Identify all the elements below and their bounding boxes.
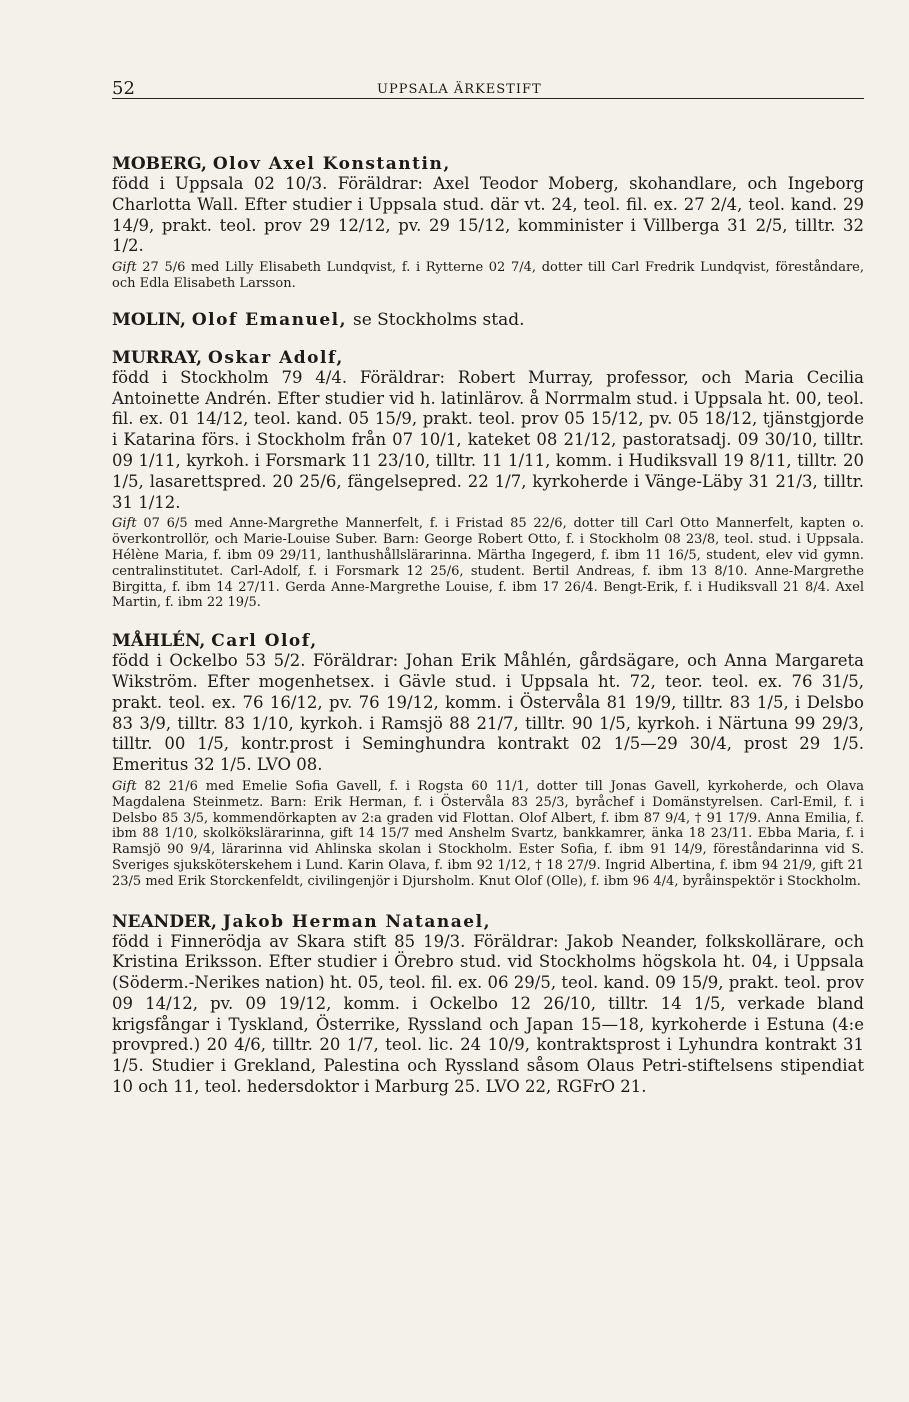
entry-cross-reference: se Stockholms stad. (352, 309, 525, 330)
entry-family (112, 516, 864, 611)
family-label: Gift (112, 516, 137, 532)
entry-mahlen (112, 631, 864, 889)
entry-name (112, 154, 864, 174)
entry-biography: född i Ockelbo 53 5/2. Föräldrar: Johan Erik Måhlén, gårdsägare, och Anna Margareta Wikström. Efter mogenhetsex. i Gävle stud. i Uppsala ht. 72, teor. teol. ex. 76 31/5, prakt. teol. ex. 76 16/12, pv. 76 19/12, komm. i Östervåla 81 19/9, tilltr. 83 1/5, i Delsbo 83 3/9, tilltr. 83 1/10, kyrkoh. i Ramsjö 88 21/7, tilltr. 90 1/5, kyrkoh. i Närtuna 99 29/3, tilltr. 00 1/5, kontr.prost i Seminghundra kontrakt 02 1/5—29 30/4, prost 29 1/5. Emeritus 32 1/5. LVO 08. (112, 651, 864, 775)
page-number: 52 (112, 78, 135, 99)
entry-given-names: Olov Axel Konstantin, (212, 154, 451, 174)
entry-murray (112, 348, 864, 611)
family-label: Gift (112, 260, 137, 276)
entry-given-names: Jakob Herman Natanael, (222, 911, 491, 932)
entry-name (112, 631, 864, 651)
page-header (112, 74, 864, 99)
entry-neander (112, 912, 864, 1098)
entry-name (112, 348, 864, 368)
entry-name (112, 912, 864, 932)
entry-given-names: Carl Olof, (211, 631, 318, 652)
entry-biography: född i Uppsala 02 10/3. Föräldrar: Axel Teodor Moberg, skohandlare, och Ingeborg Charlotta Wall. Efter studier i Uppsala stud. där vt. 24, teol. fil. ex. 27 2/4, teol. kand. 29 14/9, prakt. teol. prov 29 12/12, pv. 29 15/12, komminister i Villberga 31 2/5, tilltr. 32 1/2. (112, 174, 864, 256)
family-text: 27 5/6 med Lilly Elisabeth Lundqvist, f. i Rytterne 02 7/4, dotter till Carl Fredrik Lundqvist, föreståndare, och Edla Elisabeth Larsson. (112, 260, 864, 291)
family-label: Gift (112, 778, 137, 794)
entry-surname: MÅHLÉN, (112, 631, 206, 652)
entry-moberg (112, 154, 864, 292)
family-text: 07 6/5 med Anne-Margrethe Mannerfelt, f. i Fristad 85 22/6, dotter till Carl Otto Mannerfelt, kapten o. överkontrollör, och Marie-Louise Suber. Barn: George Robert Otto, f. i Stockholm 08 23/8, teol. stud. i Uppsala. Hélène Maria, f. ibm 09 29/11, lanthushållslärarinna. Märtha Ingegerd, f. ibm 11 16/5, student, elev vid gymn. centralinstitutet. Carl-Adolf, f. i Forsmark 12 25/6, student. Bertil Andreas, f. ibm 13 8/10. Anne-Margrethe Birgitta, f. ibm 14 27/11. Gerda Anne-Margrethe Louise, f. ibm 17 26/4. Bengt-Erik, f. i Hudiksvall 21 8/4. Axel Martin, f. ibm 22 19/5. (112, 516, 864, 611)
family-text: 82 21/6 med Emelie Sofia Gavell, f. i Rogsta 60 11/1, dotter till Jonas Gavell, kyrkoherde, och Olava Magdalena Steinmetz. Barn: Erik Herman, f. i Östervåla 83 25/3, byråchef i Domänstyrelsen. Carl-Emil, f. i Delsbo 85 3/5, kommendörkapten av 2:a graden vid Flottan. Olof Albert, f. ibm 87 9/4, † 91 17/9. Anna Emilia, f. ibm 88 1/10, skolkökslärarinna, gift 14 15/7 med Anshelm Svartz, bankkamrer, änka 18 23/11. Ebba Maria, f. i Ramsjö 90 9/4, lärarinna vid Ahlinska skolan i Stockholm. Ester Sofia, f. ibm 91 14/9, föreståndarinna vid S. Sveriges sjuksköterskehem i Lund. Karin Olava, f. ibm 92 1/12, † 18 27/9. Ingrid Albertina, f. ibm 94 21/9, gift 21 23/5 med Erik Storckenfeldt, civilingenjör i Djursholm. Knut Olof (Olle), f. ibm 96 4/4, byråinspektör i Stockholm. (112, 778, 864, 889)
entry-biography: född i Finnerödja av Skara stift 85 19/3. Föräldrar: Jakob Neander, folkskollärare, och Kristina Eriksson. Efter studier i Örebro stud. vid Stockholms högskola ht. 04, i Uppsala (Söderm.-Nerikes nation) ht. 05, teol. fil. ex. 06 29/5, teol. kand. 09 15/9, prakt. teol. prov 09 14/12, pv. 09 19/12, komm. i Ockelbo 12 26/10, tilltr. 14 1/5, verkade bland krigsfångar i Tyskland, Österrike, Ryssland och Japan 15—18, kyrkoherde i Estuna (4:e provpred.) 20 4/6, tilltr. 20 1/7, teol. lic. 24 10/9, kontraktsprost i Lyhundra kontrakt 31 1/5. Studier i Grekland, Palestina och Ryssland såsom Olaus Petri-stiftelsens stipendiat 10 och 11, teol. hedersdoktor i Marburg 25. LVO 22, RGFrO 21. (112, 931, 864, 1097)
entry-surname: MOLIN, (112, 309, 186, 330)
entry-biography: född i Stockholm 79 4/4. Föräldrar: Robert Murray, professor, och Maria Cecilia Antoinette Andrén. Efter studier vid h. latinlärov. å Norrmalm stud. i Uppsala ht. 00, teol. fil. ex. 01 14/12, teol. kand. 05 15/9, prakt. teol. prov 05 15/12, pv. 05 18/12, tjänstgjorde i Katarina förs. i Stockholm från 07 10/1, kateket 08 21/12, pastoratsadj. 09 30/10, tilltr. 09 1/11, kyrkoh. i Forsmark 11 23/10, tilltr. 11 1/11, komm. i Hudiksvall 19 8/11, tilltr. 20 1/5, lasarettspred. 20 25/6, fängelsepred. 22 1/7, kyrkoherde i Vänge-Läby 31 21/3, tilltr. 31 1/12. (112, 367, 864, 512)
entry-given-names: Oskar Adolf, (208, 347, 344, 368)
entry-surname: NEANDER, (112, 911, 217, 932)
page (112, 74, 864, 1098)
entry-family (112, 260, 864, 292)
entry-name (112, 310, 864, 330)
entry-given-names: Olof Emanuel, (191, 309, 348, 330)
entry-molin (112, 310, 864, 330)
entry-family (112, 779, 864, 890)
entry-surname: MOBERG, (112, 154, 207, 174)
running-head: UPPSALA ÄRKESTIFT (377, 82, 542, 97)
entry-surname: MURRAY, (112, 347, 203, 368)
